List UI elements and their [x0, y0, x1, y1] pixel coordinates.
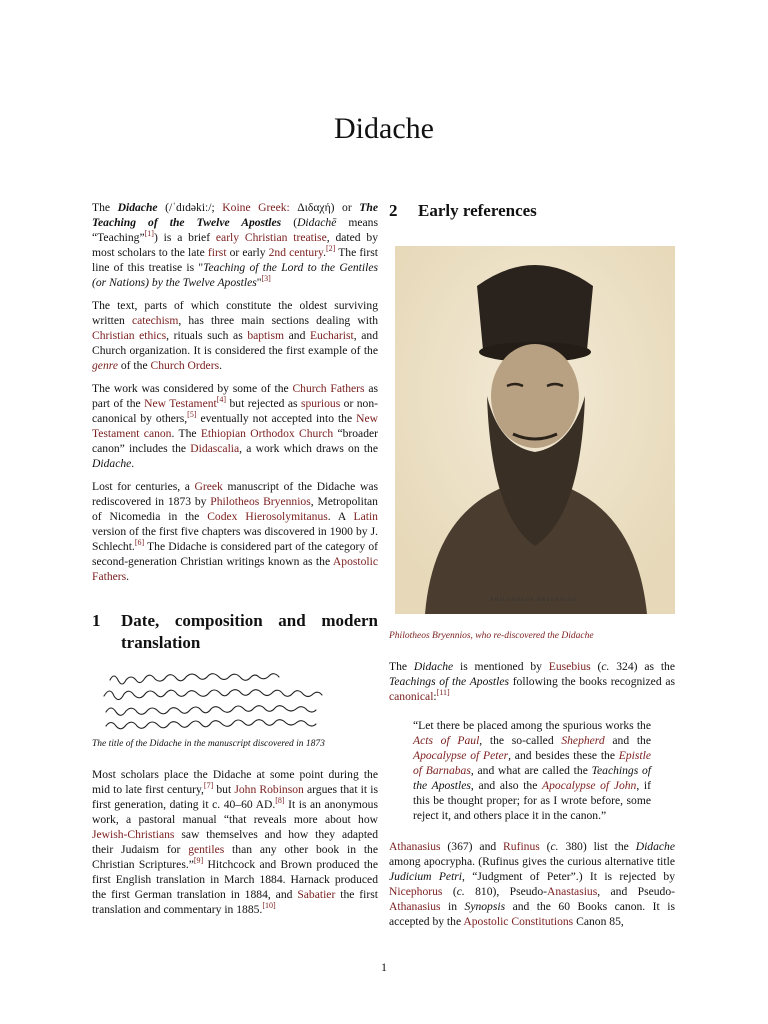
text-run: but: [213, 783, 235, 796]
text-run: “Let there be placed among the spurious works the: [413, 719, 651, 732]
wiki-link[interactable]: John Robinson: [234, 783, 304, 796]
text-run: c.: [456, 885, 465, 898]
text-run: 380) list the: [558, 840, 636, 853]
text-run: Teachings of the Apostles: [413, 764, 651, 792]
citation-link[interactable]: [8]: [275, 796, 285, 806]
text-run: and the 60 Books canon. It is accepted by the: [389, 900, 675, 928]
left-column: [92, 200, 378, 925]
text-run: .: [323, 246, 327, 259]
wiki-link[interactable]: canonical: [389, 690, 434, 703]
wiki-link[interactable]: Philotheos Bryennios: [210, 495, 311, 508]
portrait-image: [395, 246, 675, 614]
page-title: Didache: [334, 112, 434, 145]
wiki-link[interactable]: Apocalypse of John: [542, 779, 637, 792]
text-run: but rejected as: [226, 397, 301, 410]
text-run: The text, parts of which constitute the oldest surviving written: [92, 299, 378, 327]
text-run: “broader canon” includes the: [92, 427, 379, 455]
text-run: ) is a brief: [153, 231, 216, 244]
citation-link[interactable]: [10]: [262, 901, 276, 911]
manuscript-image: [100, 668, 370, 732]
wiki-link[interactable]: Epistle of Barnabas: [413, 749, 651, 777]
text-run: The: [92, 201, 118, 214]
citation-link[interactable]: [6]: [134, 538, 145, 548]
text-run: Teaching of the Lord to the Gentiles (or Nations) by the Twelve Apostles: [92, 261, 378, 289]
text-run: and the: [604, 734, 651, 747]
text-run: and: [284, 329, 310, 342]
text-run: (: [539, 840, 551, 853]
text-run: Synopsis: [464, 900, 506, 913]
section-1-number: 1: [92, 611, 101, 630]
eusebius-quote: [413, 718, 651, 823]
text-run: . A: [327, 510, 354, 523]
section-1-paragraph: [92, 767, 378, 917]
text-run: The work was considered by some of the: [92, 382, 293, 395]
text-run: 324) as the: [609, 660, 675, 673]
wiki-link[interactable]: Church Fathers: [292, 382, 365, 395]
text-run: manuscript of the Didache was rediscovered in 1873 by: [92, 480, 378, 508]
wiki-link[interactable]: Koine Greek:: [222, 201, 290, 214]
text-run: (: [590, 660, 602, 673]
text-run: 810), Pseudo-: [464, 885, 547, 898]
citation-link[interactable]: [7]: [203, 781, 214, 791]
text-run: or early: [226, 246, 269, 259]
text-run: , rituals such as: [166, 329, 248, 342]
text-run: Didache: [117, 201, 158, 214]
wiki-link[interactable]: Ethiopian Orthodox Church: [200, 427, 334, 440]
wiki-link[interactable]: Christian ethics: [92, 329, 167, 342]
text-run: or non-canonical by others,: [92, 397, 378, 425]
section-2-number: 2: [389, 201, 398, 220]
text-run: .: [126, 570, 130, 583]
intro-paragraph-3: [92, 381, 378, 471]
wiki-link[interactable]: Athanasius: [389, 900, 441, 913]
portrait-caption-text: Philotheos Bryennios, who re-discovered the Didache: [389, 631, 594, 641]
text-run: than any other book in the Christian Scriptures.”: [92, 843, 378, 871]
text-run: saw themselves and how they adapted their Judaism for: [92, 828, 378, 856]
text-run: following the books recognized as: [508, 675, 675, 688]
wiki-link[interactable]: Nicephorus: [389, 885, 443, 898]
text-run: , and Pseudo-: [597, 885, 675, 898]
text-run: as part of the: [92, 382, 378, 410]
citation-link[interactable]: [4]: [216, 395, 227, 405]
text-run: means “Teaching”: [92, 216, 378, 244]
wiki-link[interactable]: Latin: [353, 510, 378, 523]
wiki-link[interactable]: gentiles: [188, 843, 225, 856]
wiki-link[interactable]: Apocalypse of Peter: [413, 749, 509, 762]
wiki-link[interactable]: Church Orders: [150, 359, 220, 372]
portrait-caption: [389, 630, 675, 643]
text-run: Teachings of the Apostles: [389, 675, 509, 688]
text-run: Lost for centuries, a: [92, 480, 195, 493]
text-run: Judicium Petri: [389, 870, 463, 883]
text-run: , dated by most scholars to the late: [92, 231, 378, 259]
text-run: Canon 85,: [573, 915, 624, 928]
text-run: argues that it is first generation, dating it c. 40–60 AD.: [92, 783, 378, 811]
text-run: :: [433, 690, 437, 703]
text-run: ": [256, 276, 262, 289]
text-run: The Didache is considered part of the category of second-generation Christian writings known as the: [92, 540, 378, 568]
text-run: , “Judgment of Peter”.) It is rejected by: [462, 870, 676, 883]
wiki-link[interactable]: Anastasius: [547, 885, 598, 898]
wiki-link[interactable]: Jewish-Christians: [92, 828, 175, 841]
text-run: (: [442, 885, 457, 898]
text-run: , the so-called: [479, 734, 562, 747]
text-run: Didache: [635, 840, 675, 853]
text-run: eventually not accepted into the: [196, 412, 357, 425]
citation-link[interactable]: [3]: [261, 274, 271, 284]
text-run: is mentioned by: [453, 660, 549, 673]
citation-link[interactable]: [9]: [193, 856, 204, 866]
wiki-link[interactable]: Eucharist: [309, 329, 354, 342]
wiki-link[interactable]: Didascalia: [190, 442, 240, 455]
right-column: [389, 200, 675, 937]
portrait-label: PHILOTHEOS BRYENNIOS.: [490, 597, 580, 603]
text-run: , and also the: [470, 779, 543, 792]
text-run: Διδαχή) or: [289, 201, 360, 214]
wiki-link[interactable]: first: [207, 246, 227, 259]
wiki-link[interactable]: Apostolic Constitutions: [463, 915, 574, 928]
wiki-link[interactable]: Eusebius: [548, 660, 591, 673]
wiki-link[interactable]: 2nd century: [268, 246, 324, 259]
citation-link[interactable]: [11]: [436, 688, 450, 698]
wiki-link[interactable]: New Testament canon: [92, 412, 378, 440]
text-run: , and what are called the: [470, 764, 592, 777]
text-run: , and Church organization. It is considered the first example of the: [92, 329, 378, 357]
intro-paragraph-2: [92, 298, 378, 373]
text-run: Most scholars place the Didache at some point during the mid to late first century,: [92, 768, 378, 796]
intro-paragraph-4: [92, 479, 378, 584]
text-run: (367) and: [440, 840, 504, 853]
text-run: Didachē: [297, 216, 337, 229]
text-run: of the: [117, 359, 151, 372]
section-1-title: Date, composition and modern translation: [121, 611, 378, 652]
section-1-heading: [92, 610, 378, 654]
wiki-link[interactable]: early Christian treatise: [215, 231, 327, 244]
text-run: , if this be thought proper; for as I wrote before, some reject it, and others place it in the canon.”: [413, 779, 651, 822]
section-2-heading: [389, 200, 675, 222]
portrait-engraving: [395, 246, 675, 614]
text-run: (/ˈdɪdəkiː/;: [157, 201, 223, 214]
citation-link[interactable]: [1]: [144, 229, 154, 239]
text-run: Didache: [92, 457, 132, 470]
text-run: .: [131, 457, 135, 470]
citation-link[interactable]: [2]: [326, 244, 336, 254]
text-run: The Teaching of the Twelve Apostles: [92, 201, 378, 229]
text-run: c.: [550, 840, 559, 853]
text-run: version of the first five chapters was discovered in 1900 by J. Schlecht.: [92, 525, 378, 553]
wiki-link[interactable]: Athanasius: [389, 840, 441, 853]
wiki-link[interactable]: catechism: [131, 314, 179, 327]
wiki-link[interactable]: genre: [92, 359, 118, 372]
text-run: , a work which draws on the: [239, 442, 379, 455]
text-run: the first translation and commentary in 1885.: [92, 888, 378, 916]
text-run: . The: [171, 427, 201, 440]
wiki-link[interactable]: New Testament: [144, 397, 217, 410]
text-run: , has three main sections dealing with: [178, 314, 378, 327]
text-run: .: [219, 359, 222, 372]
wiki-link[interactable]: Greek: [194, 480, 223, 493]
text-run: in: [440, 900, 465, 913]
citation-link[interactable]: [5]: [187, 410, 197, 420]
intro-paragraph-1: [92, 200, 378, 290]
wiki-link[interactable]: Acts of Paul: [413, 734, 480, 747]
section-2-paragraph-2: [389, 839, 675, 929]
text-run: c.: [601, 660, 610, 673]
wiki-link[interactable]: Rufinus: [503, 840, 540, 853]
text-run: Didache: [413, 660, 454, 673]
manuscript-caption: The title of the Didache in the manuscript discovered in 1873: [92, 739, 325, 749]
text-run: The first line of this treatise is ": [92, 246, 378, 274]
text-run: , and besides these the: [508, 749, 619, 762]
text-run: Hitchcock and Brown produced the first English translation in March 1884. Harnack produced the first German translation in 1884, and: [92, 858, 378, 901]
section-2-title: Early references: [418, 201, 537, 220]
text-run: (: [281, 216, 298, 229]
wiki-link[interactable]: spurious: [300, 397, 341, 410]
page-number: 1: [381, 960, 387, 974]
wiki-link[interactable]: Apostolic Fathers: [92, 555, 378, 583]
wiki-link[interactable]: Codex Hierosolymitanus: [207, 510, 328, 523]
text-run: among apocrypha. (Rufinus gives the curious alternative title: [389, 855, 675, 868]
wiki-link[interactable]: Shepherd: [561, 734, 605, 747]
text-run: , Metropolitan of Nicomedia in the: [92, 495, 378, 523]
text-run: The: [389, 660, 414, 673]
wiki-link[interactable]: baptism: [247, 329, 285, 342]
section-2-paragraph-1: [389, 659, 675, 704]
text-run: It is an anonymous work, a pastoral manual “that reveals more about how: [92, 798, 378, 826]
wiki-link[interactable]: Sabatier: [297, 888, 336, 901]
